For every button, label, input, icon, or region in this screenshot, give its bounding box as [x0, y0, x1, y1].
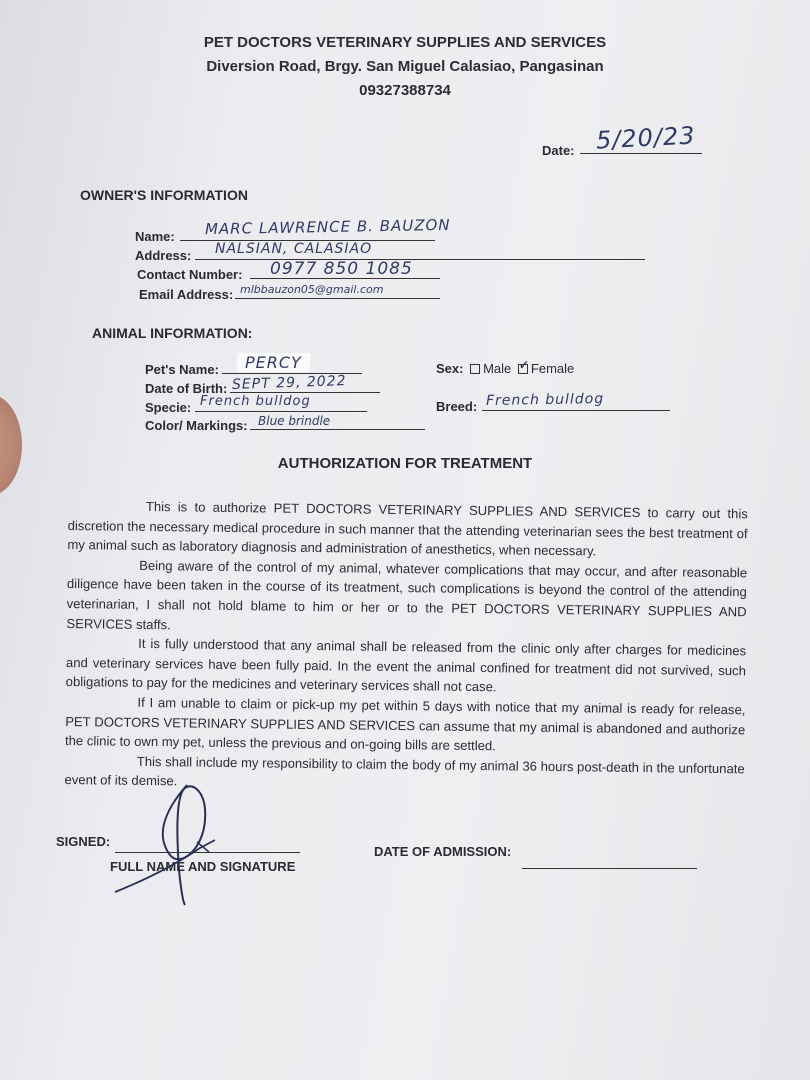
date-of-admission-label: DATE OF ADMISSION: — [374, 844, 512, 859]
company-phone: 09327388734 — [359, 82, 451, 99]
date-value: 5/20/23 — [595, 121, 697, 155]
pet-name-label: Pet's Name: — [145, 362, 219, 377]
owner-address-value: NALSIAN, CALASIAO — [215, 241, 373, 257]
authorization-paragraph: This shall include my responsibility to claim the body of my animal 36 hours post-death in the unfortunate event of its demise. — [64, 753, 745, 789]
authorization-title: AUTHORIZATION FOR TREATMENT — [277, 455, 533, 472]
owner-contact-value: 0977 850 1085 — [270, 259, 413, 279]
owner-name-value: MARC LAWRENCE B. BAUZON — [204, 215, 451, 239]
owner-email-label: Email Address: — [139, 287, 234, 302]
breed-label: Breed: — [436, 399, 478, 414]
authorization-paragraph: Being aware of the control of my animal, whatever complications that may occur, and after reasonable diligence have been taken in the course of its treatment, such complications is beyond the control of the attending veterinarian, I shall not hold blame to him or her or to the PET DOCTORS VETERINARY SUPPLIES AND SERVICES staffs. — [66, 557, 748, 632]
sex-female-label: Female — [530, 361, 575, 376]
animal-section-label: ANIMAL INFORMATION: — [92, 325, 253, 341]
owner-address-label: Address: — [135, 248, 192, 263]
date-of-admission-line — [522, 868, 697, 869]
finger-thumb — [0, 395, 22, 495]
authorization-body — [64, 496, 748, 798]
owner-contact-label: Contact Number: — [137, 267, 243, 282]
authorization-paragraph: It is fully understood that any animal shall be released from the clinic only after charges for medicines and veterinary services have been fully paid. In the event the animal confined for treatment did not survived, such obligations to pay for the medicines and veterinary services shall not case. — [65, 636, 747, 695]
color-label: Color/ Markings: — [145, 418, 248, 433]
owner-email-value: mlbbauzon05@gmail.com — [240, 283, 384, 296]
sex-field — [436, 357, 575, 376]
pet-name-value: PERCY — [237, 353, 310, 372]
specie-line — [195, 411, 367, 412]
authorization-paragraph: If I am unable to claim or pick-up my pet within 5 days with notice that my animal is ready for release, PET DOCTORS VETERINARY SUPPLIES AND SERVICES can assume that my animal is abandoned and authorize the clinic to own my pet, unless the previous and on-going bills are settled. — [64, 694, 746, 754]
check-mark-icon: ✓ — [518, 357, 529, 372]
signature-scribble — [105, 780, 245, 910]
sex-male-label: Male — [483, 361, 512, 376]
specie-value: French bulldog — [200, 394, 311, 409]
owner-name-label: Name: — [135, 229, 175, 244]
dob-label: Date of Birth: — [145, 381, 228, 396]
specie-label: Specie: — [145, 400, 192, 415]
sex-label: Sex: — [436, 361, 464, 376]
authorization-paragraph: This is to authorize PET DOCTORS VETERINARY SUPPLIES AND SERVICES to carry out this discretion the necessary medical procedure in such manner that the attending veterinarian sees the best treatment of my animal such as laboratory diagnosis and administration of anesthetics, when necessary. — [67, 498, 748, 559]
owner-email-line — [235, 298, 440, 299]
color-line — [250, 429, 425, 430]
owner-section-label: OWNER'S INFORMATION — [80, 187, 248, 203]
color-value: Blue brindle — [258, 414, 331, 428]
full-name-signature-label: FULL NAME AND SIGNATURE — [110, 859, 296, 874]
signed-label: SIGNED: — [56, 834, 111, 849]
sex-male-checkbox — [470, 364, 480, 374]
company-address: Diversion Road, Brgy. San Miguel Calasiao, Pangasinan — [206, 58, 604, 75]
sex-female-checkbox — [518, 357, 529, 374]
dob-value: SEPT 29, 2022 — [231, 373, 347, 393]
owner-address-line — [195, 259, 645, 260]
breed-value: French bulldog — [485, 390, 605, 410]
breed-line — [482, 410, 670, 411]
date-label: Date: — [542, 143, 575, 158]
company-name: PET DOCTORS VETERINARY SUPPLIES AND SERVICES — [203, 34, 607, 51]
